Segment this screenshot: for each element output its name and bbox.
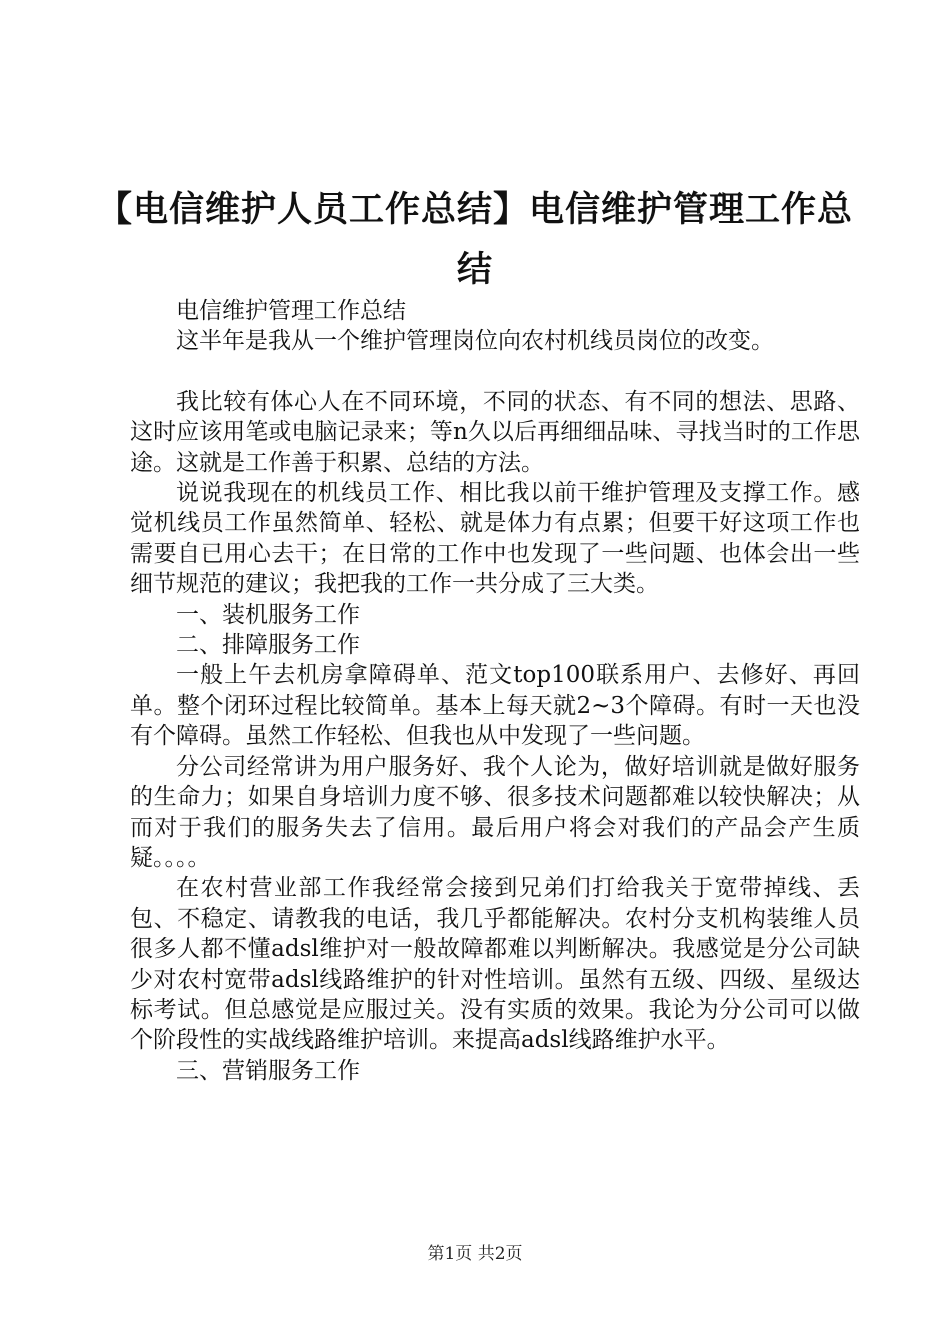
document-title: 【电信维护人员工作总结】电信维护管理工作总结 [96, 189, 853, 290]
section-heading: 二、排障服务工作 [176, 632, 360, 659]
page-footer: 第1页 共2页 [427, 1244, 523, 1264]
paragraph: 一般上午去机房拿障碍单、范文top100联系用户、去修好、再回单。整个闭环过程比较简单。基本上每天就2~3个障碍。有时一天也没有个障碍。虽然工作轻松、但我也从中发现了一些问题。 [130, 662, 860, 750]
paragraph-intro: 这半年是我从一个维护管理岗位向农村机线员岗位的改变。 [176, 328, 774, 355]
paragraph: 在农村营业部工作我经常会接到兄弟们打给我关于宽带掉线、丢包、不稳定、请教我的电话，我几乎都能解决。农村分支机构装维人员很多人都不懂adsl维护对一般故障都难以判断解决。我感觉是分公司缺少对农村宽带adsl线路维护的针对性培训。虽然有五级、四级、星级达标考试。但总感觉是应服过关。没有实质的效果。我论为分公司可以做个阶段性的实战线路维护培训。来提高adsl线路维护水平。 [130, 875, 860, 1054]
paragraph-subtitle: 电信维护管理工作总结 [176, 298, 406, 324]
document-body [130, 296, 860, 1086]
paragraph: 我比较有体心人在不同环境，不同的状态、有不同的想法、思路、这时应该用笔或电脑记录来；等n久以后再细细品味、寻找当时的工作思途。这就是工作善于积累、总结的方法。 [130, 388, 860, 476]
paragraph: 说说我现在的机线员工作、相比我以前干维护管理及支撑工作。感觉机线员工作虽然简单、轻松、就是体力有点累；但要干好这项工作也需要自已用心去干；在日常的工作中也发现了一些问题、也体会出一些细节规范的建议；我把我的工作一共分成了三大类。 [130, 480, 860, 598]
paragraph: 分公司经常讲为用户服务好、我个人论为，做好培训就是做好服务的生命力；如果自身培训力度不够、很多技术问题都难以较快解决；从而对于我们的服务失去了信用。最后用户将会对我们的产品会产生质疑。。。。 [130, 753, 860, 871]
section-heading: 三、营销服务工作 [176, 1057, 360, 1084]
section-heading: 一、装机服务工作 [176, 601, 360, 628]
